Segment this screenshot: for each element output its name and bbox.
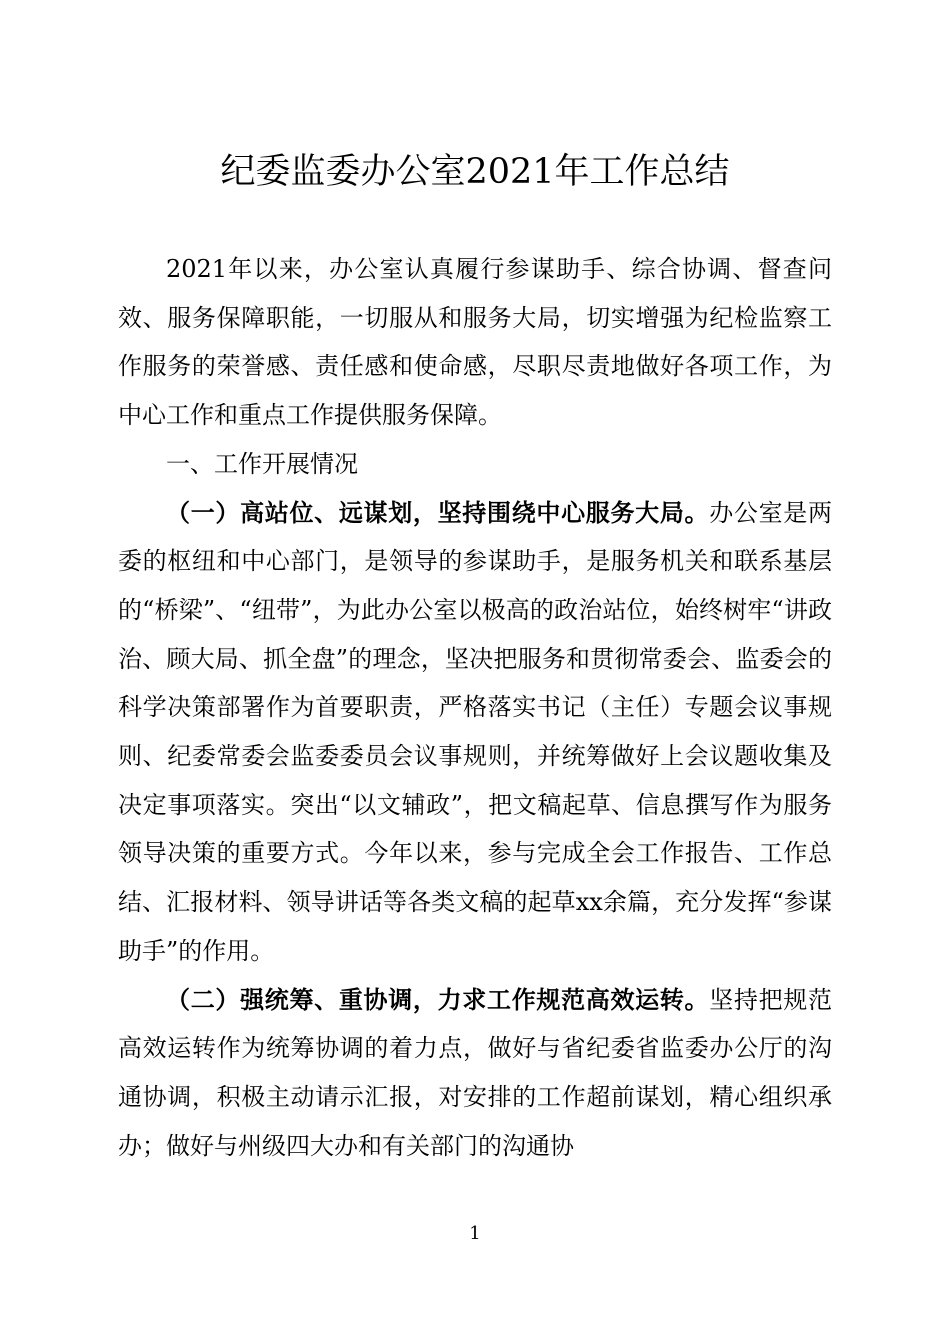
intro-paragraph: 2021年以来，办公室认真履行参谋助手、综合协调、督查问效、服务保障职能，一切服从和服务大局，切实增强为纪检监察工作服务的荣誉感、责任感和使命感，尽职尽责地做好各项工作，为中心工作和重点工作提供服务保障。 [118, 255, 832, 430]
item-2-paragraph [118, 976, 832, 1171]
document-body [118, 245, 832, 1170]
item-2-lead: （二）强统筹、重协调，力求工作规范高效运转。 [166, 984, 710, 1014]
item-1-lead: （一）高站位、远谋划，坚持围绕中心服务大局。 [166, 497, 710, 527]
item-2-text: 坚持把规范高效运转作为统筹协调的着力点，做好与省纪委省监委办公厅的沟通协调，积极主动请示汇报，对安排的工作超前谋划，精心组织承办；做好与州级四大办和有关部门的沟通协 [118, 985, 833, 1160]
item-1-paragraph [118, 489, 832, 976]
item-1-text: 办公室是两委的枢纽和中心部门，是领导的参谋助手，是服务机关和联系基层的“桥梁”、“纽带”，为此办公室以极高的政治站位，始终树牢“讲政治、顾大局、抓全盘”的理念，坚决把服务和贯彻常委会、监委会的科学决策部署作为首要职责，严格落实书记（主任）专题会议事规则、纪委常委会监委委员会议事规则，并统筹做好上会议题收集及决定事项落实。突出“以文辅政”，把文稿起草、信息撰写作为服务领导决策的重要方式。今年以来，参与完成全会工作报告、工作总结、汇报材料、领导讲话等各类文稿的起草xx余篇，充分发挥“参谋助手”的作用。 [118, 498, 833, 965]
document-title: 纪委监委办公室2021年工作总结 [220, 152, 730, 192]
page-number: 1 [469, 1223, 481, 1244]
section-heading: 一、工作开展情况 [166, 449, 358, 478]
